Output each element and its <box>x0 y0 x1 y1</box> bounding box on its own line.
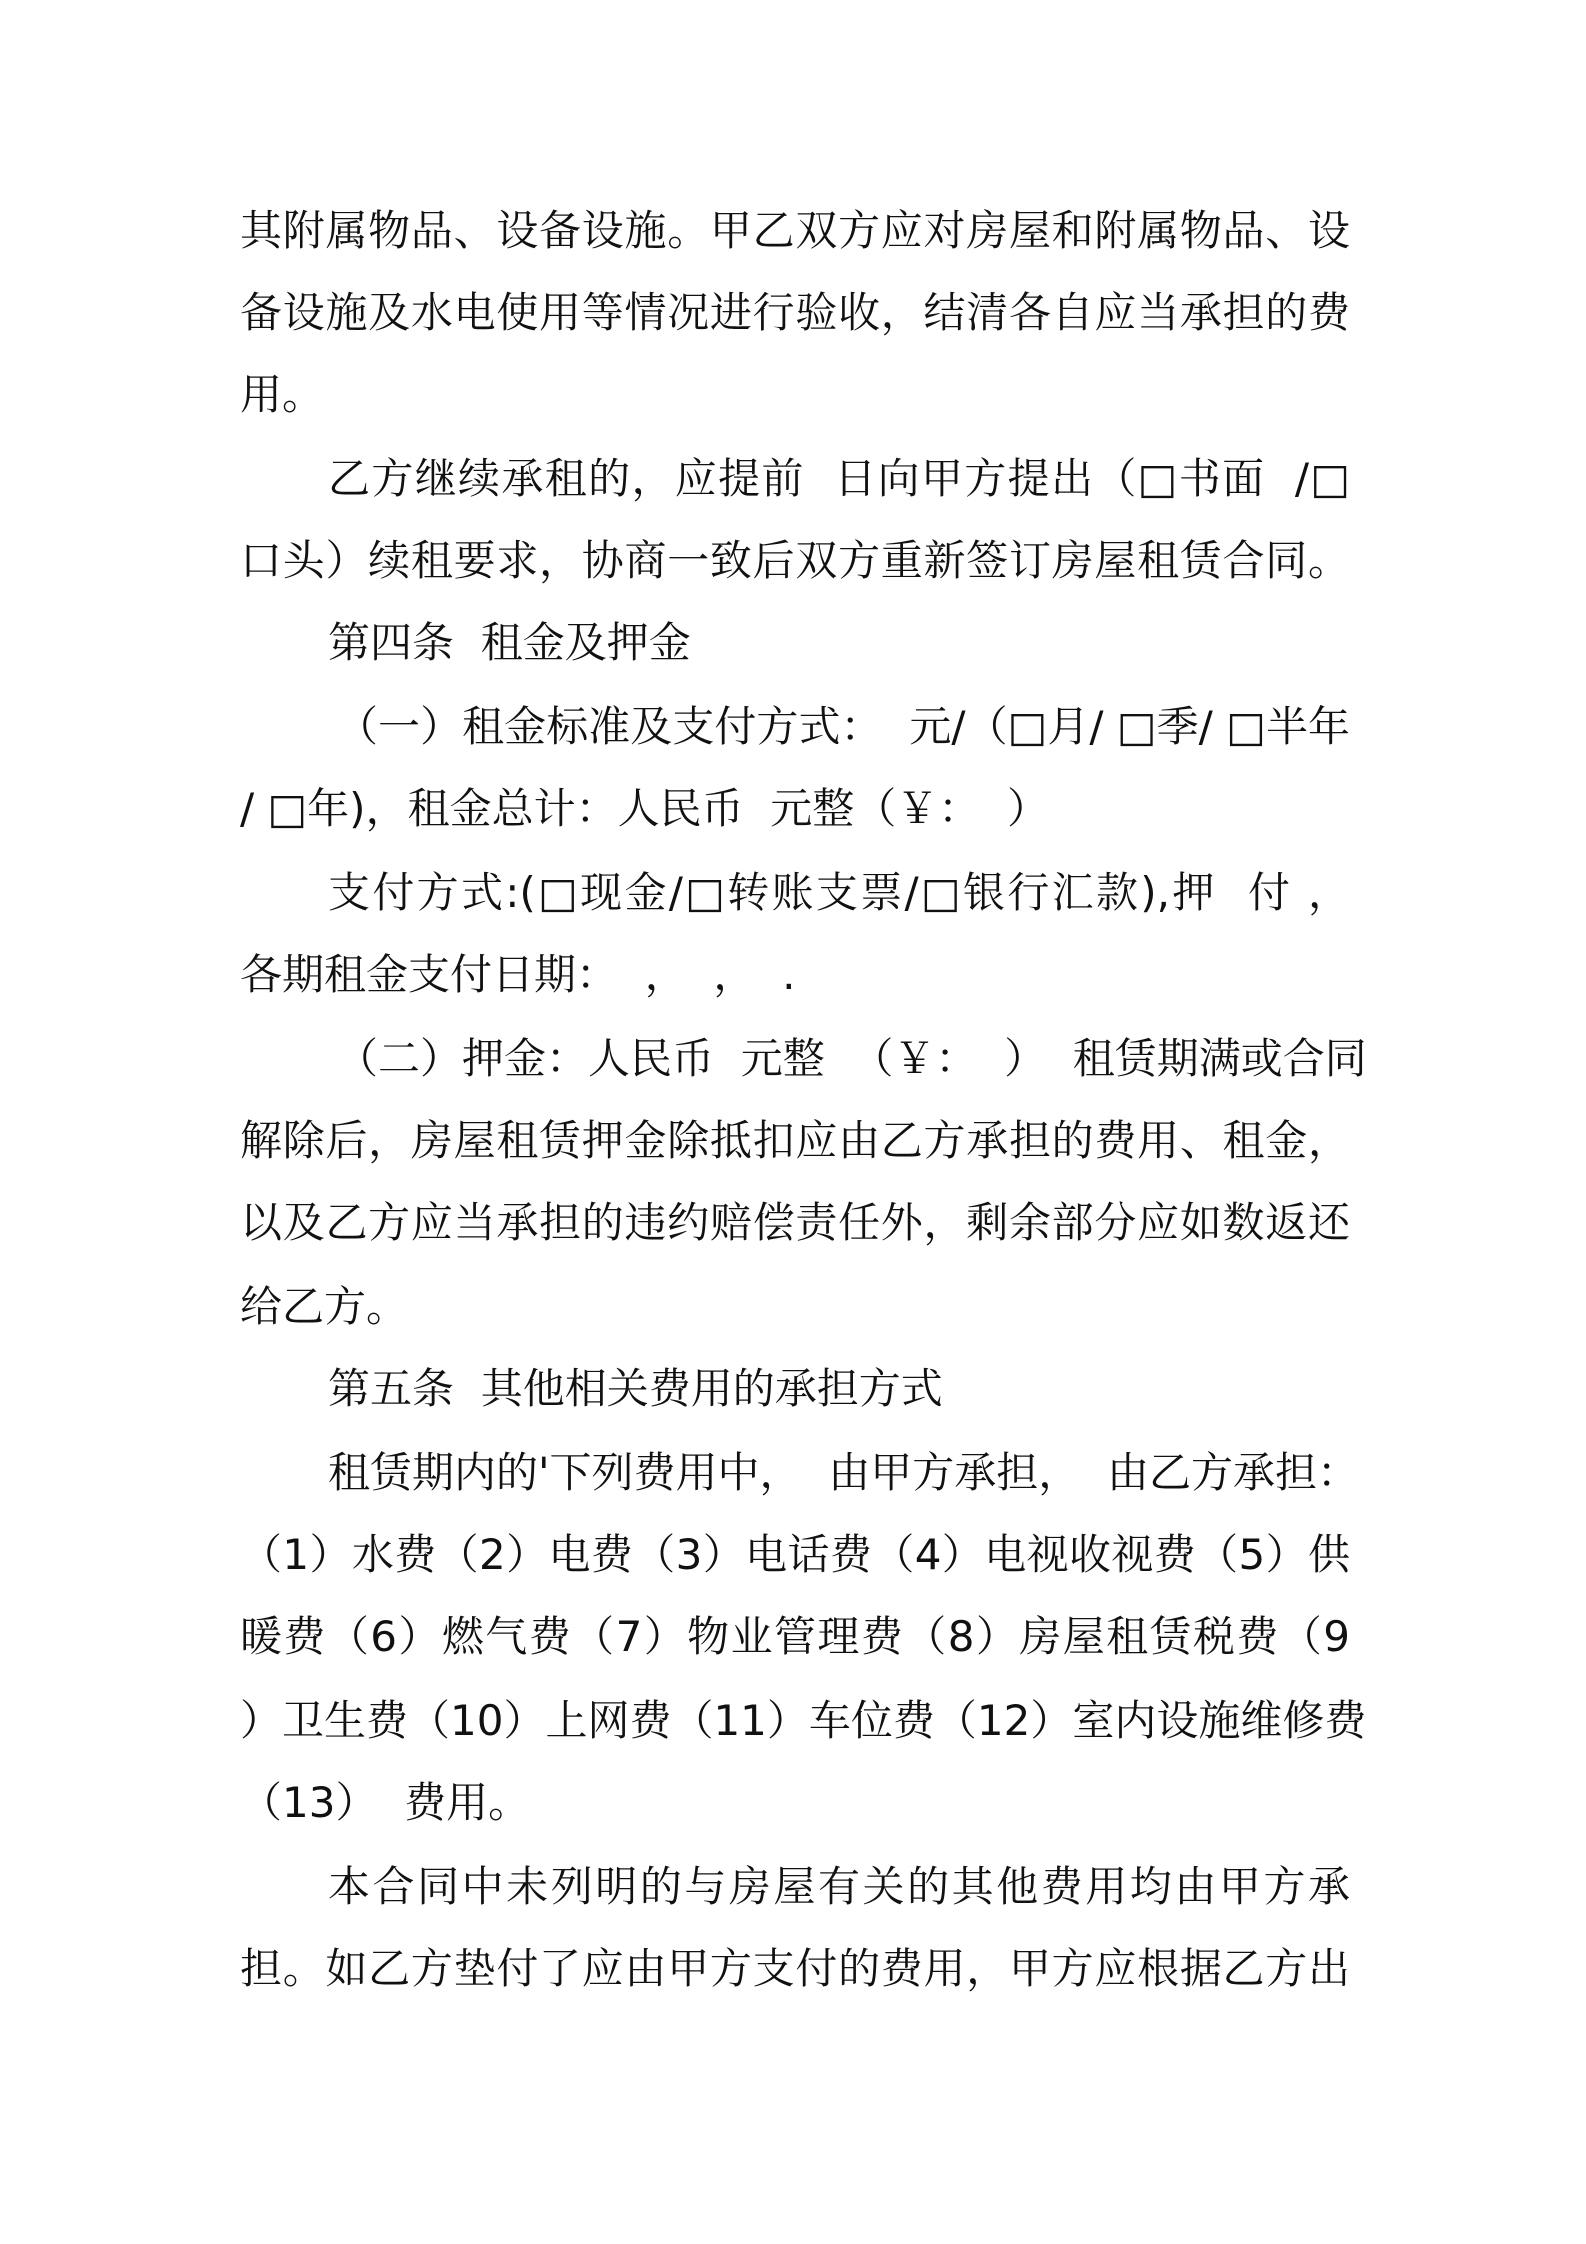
text-line: （二）押金：人民币 元整 （￥： ） 租赁期满或合同 <box>336 1034 1367 1083</box>
text-line: 口头）续租要求，协商一致后双方重新签订房屋租赁合同。 <box>240 536 1350 585</box>
text-line: （一）租金标准及支付方式： 元/（□月/ □季/ □半年 <box>336 702 1350 751</box>
section-heading: 第五条 其他相关费用的承担方式 <box>328 1364 943 1413</box>
text-line: / □年)，租金总计：人民币 元整（￥： ） <box>240 784 1049 833</box>
section-heading: 第四条 租金及押金 <box>328 618 691 667</box>
text-line: 暖费（6）燃气费（7）物业管理费（8）房屋租赁税费（9 <box>240 1612 1350 1661</box>
text-line: （1）水费（2）电费（3）电话费（4）电视收视费（5）供 <box>240 1530 1350 1579</box>
text-line: 支付方式:(□现金/□转账支票/□银行汇款),押 付 ， <box>328 868 1350 917</box>
text-line: 担。如乙方垫付了应由甲方支付的费用，甲方应根据乙方出 <box>240 1944 1350 1993</box>
text-line: 本合同中未列明的与房屋有关的其他费用均由甲方承 <box>328 1862 1350 1911</box>
text-line: 解除后，房屋租赁押金除抵扣应由乙方承担的费用、租金， <box>240 1116 1350 1165</box>
text-line: 乙方继续承租的，应提前 日向甲方提出（□书面 /□ <box>328 454 1350 503</box>
text-line: 各期租金支付日期： ， ， . <box>240 950 796 999</box>
text-line: 租赁期内的'下列费用中， 由甲方承担， 由乙方承担： <box>328 1448 1359 1497</box>
text-line: 其附属物品、设备设施。甲乙双方应对房屋和附属物品、设 <box>240 206 1350 255</box>
text-line: ）卫生费（10）上网费（11）车位费（12）室内设施维修费 <box>240 1696 1367 1745</box>
text-line: 用。 <box>240 370 325 419</box>
text-line: （13） 费用。 <box>240 1778 531 1827</box>
text-line: 给乙方。 <box>240 1282 409 1331</box>
text-line: 备设施及水电使用等情况进行验收，结清各自应当承担的费 <box>240 288 1350 337</box>
text-line: 以及乙方应当承担的违约赔偿责任外，剩余部分应如数返还 <box>240 1198 1350 1247</box>
